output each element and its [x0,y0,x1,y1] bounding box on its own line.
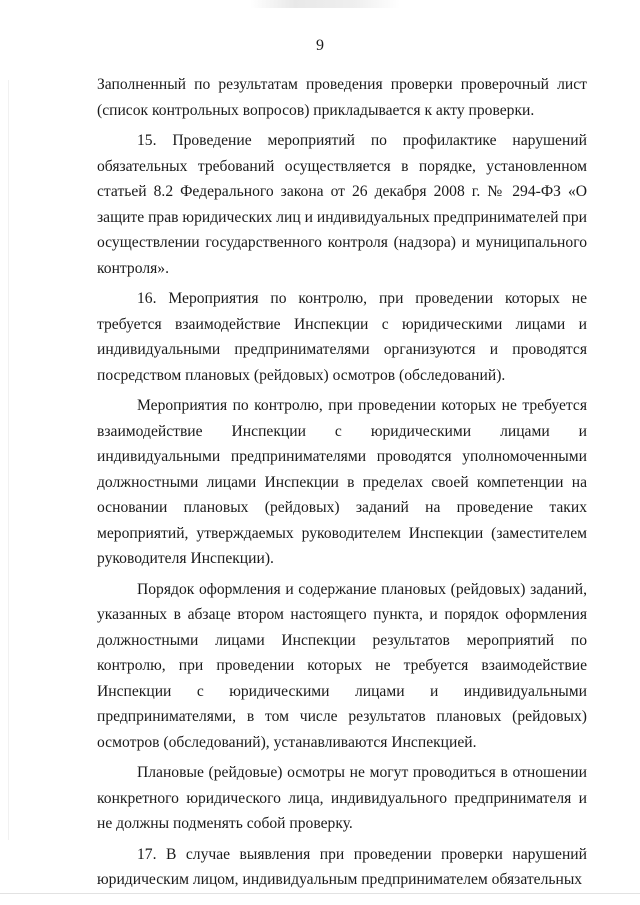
paragraph-16: 16. Мероприятия по контролю, при проведении которых не требуется взаимодействие Инспекции с юридическими лицами и индивидуальными предпринимателями организуются и проводятся посредством плановых (рейдовых) осмотров (обследований). [97,290,587,384]
paragraph-16-part-3: Порядок оформления и содержание плановых (рейдовых) заданий, указанных в абзаце втором настоящего пункта, и порядок оформления должностными лицами Инспекции результатов мероприятий по контролю, при проведении которых не требуется взаимодействие Инспекции с юридическими лицами и индивидуальными предпринимателями, в том числе результатов плановых (рейдовых) осмотров (обследований), устанавливаются Инспекцией. [97,580,587,751]
paragraph-16-part-4: Плановые (рейдовые) осмотры не могут проводиться в отношении конкретного юридического лица, индивидуального предпринимателя и не должны подменять собой проверку. [97,764,587,832]
paragraph-continuation: Заполненный по результатам проведения проверки проверочный лист (список контрольных вопросов) прикладывается к акту проверки. [97,76,587,119]
scan-artifact-top [250,0,400,8]
scan-artifact-left [8,80,9,840]
document-body [97,72,587,893]
scan-artifact-bottom [0,893,640,894]
page-number: 9 [316,37,324,54]
paragraph-17: 17. В случае выявления при проведении проверки нарушений юридическим лицом, индивидуальным предпринимателем обязательных [97,845,587,888]
paragraph-15: 15. Проведение мероприятий по профилактике нарушений обязательных требований осуществляется в порядке, установленном статьей 8.2 Федерального закона от 26 декабря 2008 г. № 294-ФЗ «О защите прав юридических лиц и индивидуальных предпринимателей при осуществлении государственного контроля (надзора) и муниципального контроля». [97,132,587,277]
paragraph-16-part-2: Мероприятия по контролю, при проведении которых не требуется взаимодействие Инспекции с юридическими лицами и индивидуальными предпринимателями проводятся уполномоченными должностными лицами Инспекции в пределах своей компетенции на основании плановых (рейдовых) заданий на проведение таких мероприятий, утверждаемых руководителем Инспекции (заместителем руководителя Инспекции). [97,397,587,567]
